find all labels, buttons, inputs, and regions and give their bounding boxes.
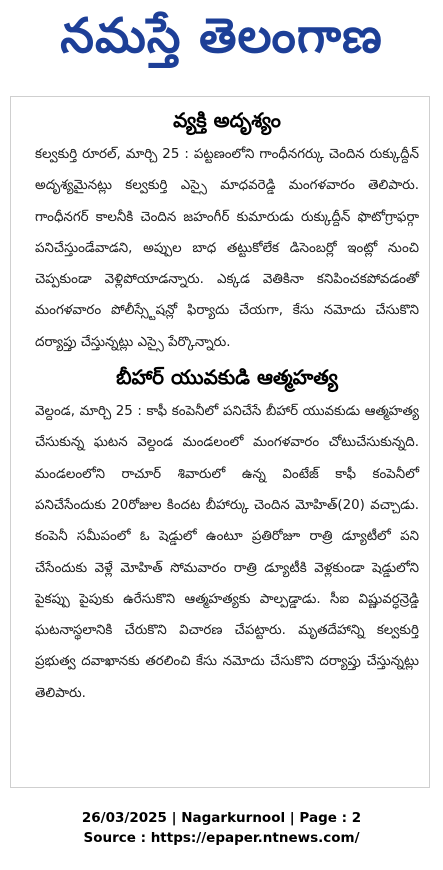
clipping-content: [35, 97, 419, 787]
article-suicide: [35, 360, 419, 709]
article-headline: వ్యక్తి అదృశ్యం: [173, 108, 281, 132]
article-body: వెల్దండ, మార్చి 25 : కాఫీ కంపెనీలో పనిచేసే బీహార్ యువకుడు ఆత్మహత్య చేసుకున్న ఘటన వెల్దండ మండలంలో మంగళవారం చోటుచేసుకున్నది. మండలంలోని రాచూర్ శివారులో ఉన్న వింటేజ్ కాఫీ కంపెనీలో పనిచేసేందుకు 20రోజుల కిందట బీహార్కు చెందిన మోహిత్(20) వచ్చాడు. కంపెనీ సమీపంలో ఓ షెడ్డులో ఉంటూ ప్రతిరోజూ రాత్రి డ్యూటీలో పని చేసేందుకు వెళ్లే మోహిత్ సోమవారం రాత్రి డ్యూటీకి వెళ్లకుండా షెడ్డులోని పైకప్పు పైపుకు ఉరేసుకొని ఆత్మహత్యకు పాల్పడ్డాడు. సీఐ విష్ణువర్ధన్రెడ్డి ఘటనాస్థలానికి చేరుకొని విచారణ చేపట్టారు. మృతదేహాన్ని కల్వకుర్తి ప్రభుత్వ దవాఖానకు తరలించి కేసు నమోదు చేసుకొని దర్యాప్తు చేస్తున్నట్లు తెలిపారు.: [35, 404, 419, 701]
article-missing-person: [35, 103, 419, 358]
edition-info: 26/03/2025 | Nagarkurnool | Page : 2: [81, 810, 362, 826]
article-headline: బీహార్ యువకుడి ఆత్మహత్య: [116, 365, 338, 390]
newspaper-masthead: [14, 6, 429, 78]
source-link: Source : https://epaper.ntnews.com/: [83, 830, 360, 846]
masthead-title: నమస్తే తెలంగాణ: [60, 8, 383, 64]
news-clipping: [10, 96, 430, 788]
article-body: కల్వకుర్తి రూరల్, మార్చి 25 : పట్టణంలోని గాంధీనగర్కు చెందిన రుక్కుద్దీన్ అదృశ్యమైనట్లు కల్వకుర్తి ఎస్సై మాధవరెడ్డి మంగళవారం తెలిపారు. గాంధీనగర్ కాలనీకి చెందిన జహంగీర్ కుమారుడు రుక్కుద్దీన్ ఫొటోగ్రాఫర్గా పనిచేస్తుండేవాడని, అప్పుల బాధ తట్టుకోలేక డిసెంబర్లో ఇంట్లో నుంచి చెప్పకుండా వెళ్లిపోయాడన్నారు. ఎక్కడ వెతికినా కనిపించకపోవడంతో మంగళవారం పోలీస్స్టేషన్లో ఫిర్యాదు చేయగా, కేసు నమోదు చేసుకొని దర్యాప్తు చేస్తున్నట్లు ఎస్సై పేర్కొన్నారు.: [35, 147, 419, 350]
